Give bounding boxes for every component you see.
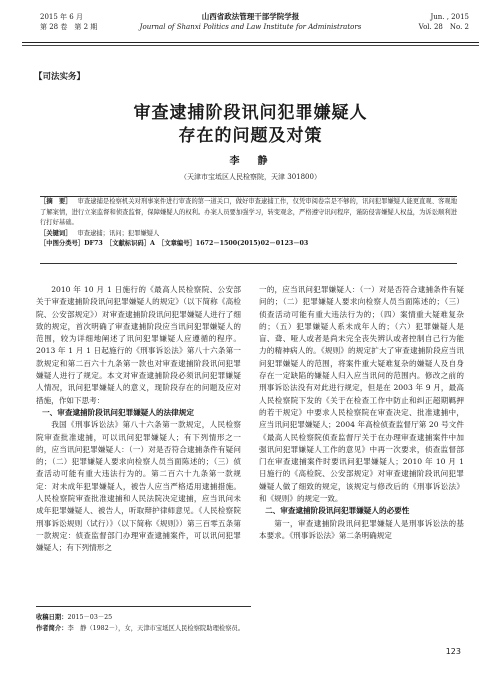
abstract-block [40, 197, 457, 250]
header-rule-thin [22, 45, 479, 46]
received-date: 收稿日期：2015－03－25 [36, 614, 113, 621]
classification-line: ［中图分类号］DF73 ［文献标识码］A ［文章编号］1672－1500(2015)02－0123－03 [40, 240, 309, 247]
author-bio: 作者简介：李 静（1982－），女，天津市宝坻区人民检察院助理检察员。 [36, 625, 245, 632]
running-header [22, 12, 479, 42]
section-heading-1: 一、审查逮捕阶段讯问犯罪嫌疑人的法律规定 [42, 407, 194, 417]
abstract-label: ［摘 要］ [40, 198, 72, 205]
footnote-rule [36, 606, 251, 607]
article-title-line-2: 存在的问题及对策 [178, 126, 323, 146]
header-issue-date: 2015 年 6 月 第 28 卷 第 2 期 [40, 13, 98, 31]
article-title-line-1: 审查逮捕阶段讯问犯罪嫌疑人 [133, 103, 368, 123]
abstract-bottom-rule [40, 263, 457, 264]
header-volume: Jun. , 2015 Vol. 28 No. 2 [418, 13, 469, 31]
body-paragraph: 2010 年 10 月 1 日施行的《最高人民检察院、公安部关于审查逮捕阶段讯问犯罪嫌疑人的规定》（以下简称《高检院、公安部规定》）对审查逮捕阶段讯问犯罪嫌疑人进行了细致的规定，首次明确了审查逮捕阶段应当讯问犯罪嫌疑人的范围，较为详细地阐述了讯问犯罪嫌疑人应遵循的程序。2013 年 1 月 1 日起施行的《刑事诉讼法》第八十六条第一款规定和第二百六十九条第一款也对审查逮捕阶段讯问犯罪嫌疑人进行了规定。本文对审查逮捕阶段必须讯问犯罪嫌疑人情况，讯问犯罪嫌疑人的意义，现阶段存在的问题及应对措施，作如下思考： [36, 285, 241, 405]
author-affiliation: （天津市宝坻区人民检察院，天津 301800） [180, 173, 321, 181]
page-number: 123 [445, 647, 461, 656]
body-paragraph: 一的，应当讯问犯罪嫌疑人：（一）对是否符合逮捕条件有疑问的；（二）犯罪嫌疑人要求向检察人员当面陈述的；（三）侦查活动可能有重大违法行为的；（四）案情重大疑难复杂的；（五）犯罪嫌疑人系未成年人的；（六）犯罪嫌疑人是盲、聋、哑人或者是尚未完全丧失辨认或者控制自己行为能力的精神病人的。《规则》的规定扩大了审查逮捕阶段应当讯问犯罪嫌疑人的范围，将案件重大疑难复杂的嫌疑人及自身存在一定缺陷的嫌疑人归入应当讯问的范围内。修改之前的刑事诉讼法没有对此进行规定，但是在 2003 年 9 月，最高人民检察院下发的《关于在检查工作中防止和纠正超期羁押的若干规定》中要求人民检察院在审查决定、批准逮捕中，应当讯问犯罪嫌疑人；2004 年高检侦查监督厅第 20 号文件《最高人民检察院侦查监督厅关于在办理审查逮捕案件中加强讯问犯罪嫌疑人工作的意见》中再一次要求，侦查监督部门在审查逮捕案件时要讯问犯罪嫌疑人；2010 年 10 月 1 日施行的《高检院、公安部规定》对审查逮捕阶段讯问犯罪嫌疑人做了细致的规定，该规定与修改后的《刑事诉讼法》和《规则》的规定一致。 [259, 285, 464, 504]
body-paragraph: 我国《刑事诉讼法》第八十六条第一款规定，人民检察院审查批准逮捕，可以讯问犯罪嫌疑人；有下列情形之一的，应当讯问犯罪嫌疑人：（一）对是否符合逮捕条件有疑问的；（二）犯罪嫌疑人要求向检察人员当面陈述的；（三）侦查活动可能有重大违法行为的。第二百六十九条第一款规定：对未成年犯罪嫌疑人，被告人应当严格适用逮捕措施。人民检察院审查批准逮捕和人民法院决定逮捕，应当讯问未成年犯罪嫌疑人、被告人，听取辩护律师意见。《人民检察院刑事诉讼规则（试行）》（以下简称《规则》）第三百零五条第一款规定：侦查监督部门办理审查逮捕案件，可以讯问犯罪嫌疑人；有下列情形之 [36, 420, 241, 553]
keywords: ［关键词］ 审查逮捕；讯问；犯罪嫌疑人 [40, 229, 160, 237]
body-column-left [36, 284, 241, 555]
section-heading-2: 二、审查逮捕阶段讯问犯罪嫌疑人的必要性 [265, 506, 410, 516]
header-journal-name: 山西省政法管理干部学院学报 Journal of Shanxi Politics and Law Institute for Administrators [139, 12, 362, 31]
keywords-label: ［关键词］ [40, 229, 72, 237]
abstract: ［摘 要］ 审查逮捕是检察机关对刑事案件进行审查的第一道关口，做好审查逮捕工作，仅凭审阅卷宗是不够的，讯问犯罪嫌疑人能更直观、客观地了解案情，进行立案监督和侦查监督，保障嫌疑人的权利。办案人员要加强学习，转变观念，严格遵守讯问程序，谨防侵害嫌疑人权益，为诉讼顺利进行打好基础。 [40, 198, 458, 226]
header-rule-thick [22, 42, 479, 43]
body-paragraph: 第一，审查逮捕阶段讯问犯罪嫌疑人是刑事诉讼法的基本要求。《刑事诉讼法》第二条明确规定 [259, 518, 464, 540]
section-label: 【司法实务】 [34, 72, 86, 82]
author-name: 李 静 [229, 156, 272, 167]
footnote [36, 612, 244, 634]
body-column-right [259, 284, 464, 542]
